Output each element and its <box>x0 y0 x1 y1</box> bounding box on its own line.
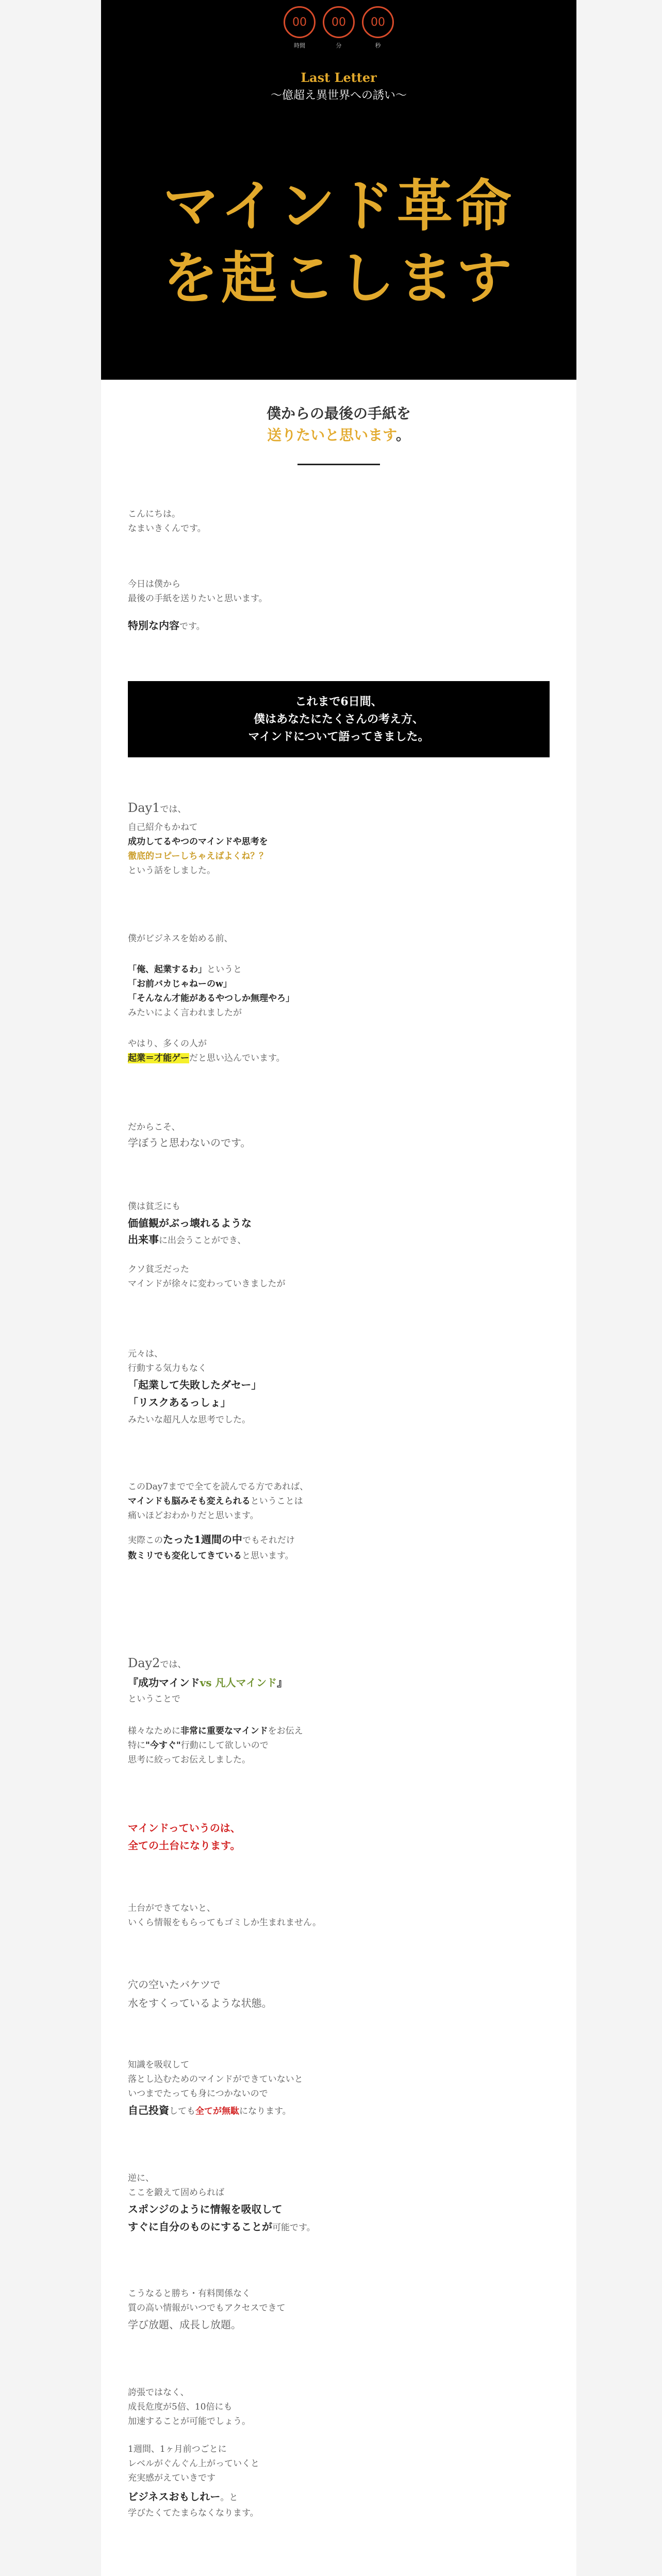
para-line: 質の高い情報がいつでもアクセスできて <box>128 2303 286 2313</box>
para-line: 穴の空いたバケツで <box>128 1978 221 1991</box>
para-line: 逆に、 <box>128 2173 154 2183</box>
timer-minutes-value: 00 <box>323 6 355 38</box>
para-line: 数ミリでも変化してきていると思います。 <box>128 1551 294 1561</box>
para-line: だからこそ、 <box>128 1122 180 1132</box>
para-line: 徹底的コピーしちゃえばよくね？？ <box>128 851 268 861</box>
para-line: 成功してるやつのマインドや思考を <box>128 837 268 847</box>
hero-title-line2: を起こします <box>162 246 515 311</box>
para-line: スポンジのように情報を吸収して <box>128 2203 283 2215</box>
last-letter-label: Last Letter <box>301 70 377 85</box>
timer-seconds-value: 00 <box>362 6 394 38</box>
hero-title <box>101 170 576 314</box>
para-line: クソ貧乏だった <box>128 1264 189 1275</box>
para-line: 加速することが可能でしょう。 <box>128 2416 251 2427</box>
para-line: 1週間、1ヶ月前つごとに <box>128 2444 227 2454</box>
summary-line1: これまで6日間、 <box>295 695 383 708</box>
para-line: 行動する気力もなく <box>128 1363 207 1374</box>
para-line: 「リスクあるっしょ」 <box>128 1396 231 1409</box>
para-line: いくら情報をもらってもゴミしか生まれません。 <box>128 1918 322 1928</box>
para-line: 価値観がぶっ壊れるような <box>128 1217 252 1229</box>
para-line: 最後の手紙を送りたいと思います。 <box>128 594 268 604</box>
para-line: 特に"今すぐ"行動にして欲しいので <box>128 1740 269 1751</box>
para-line: 知識を吸収して <box>128 2060 189 2070</box>
para-line: 充実感がえていきです <box>128 2473 216 2483</box>
para-line: 学び放題、成長し放題。 <box>128 2318 241 2331</box>
para-line: 出来事に出会うことができ、 <box>128 1233 246 1246</box>
timer-seconds <box>362 6 394 49</box>
hero-subtitle: 〜億超え異世界への誘い〜 <box>270 89 407 102</box>
para-line: 痛いほどおわかりだと思います。 <box>128 1511 259 1521</box>
timer-hours <box>284 6 316 49</box>
summary-box <box>128 681 550 757</box>
para-line: こうなると勝ち・有料関係なく <box>128 2289 251 2299</box>
timer-seconds-label: 秒 <box>375 42 381 49</box>
timer-hours-value: 00 <box>284 6 316 38</box>
para-line: 僕は貧乏にも <box>128 1201 180 1212</box>
para-line: 今日は僕から <box>128 579 180 589</box>
para-line: ビジネスおもしれー。と <box>128 2490 238 2503</box>
day2-subheading: 『成功マインドvs 凡人マインド』 <box>128 1676 288 1689</box>
para-line: みたいによく言われましたが <box>128 1008 242 1018</box>
day1-heading: Day1では、 <box>128 801 187 815</box>
para-line: ということで <box>128 1694 180 1704</box>
para-line: という話をしました。 <box>128 866 216 876</box>
day2-heading: Day2では、 <box>128 1656 187 1670</box>
para-line: 成長危度が5倍、10倍にも <box>128 2402 233 2412</box>
para-line: 土台ができてないと、 <box>128 1903 216 1913</box>
summary-line3: マインドについて語ってきました。 <box>248 730 429 743</box>
special-line: 特別な内容です。 <box>128 619 205 632</box>
para-line: 元々は、 <box>128 1349 163 1359</box>
para-line: すぐに自分のものにすることが可能です。 <box>128 2221 316 2233</box>
para-line: マインドが徐々に変わっていきましたが <box>128 1279 286 1289</box>
para-line: レベルがぐんぐん上がっていくと <box>128 2459 259 2469</box>
para-line: 起業＝才能ゲーだと思い込んでいます。 <box>128 1053 285 1063</box>
timer-minutes-label: 分 <box>336 42 342 49</box>
hero-banner <box>101 0 576 380</box>
red-line: 全ての土台になります。 <box>128 1839 241 1852</box>
timer-hours-label: 時間 <box>294 42 305 49</box>
para-line: 自己紹介もかねて <box>128 822 198 833</box>
para-line: 自己投資しても全てが無駄になります。 <box>128 2104 291 2116</box>
para-line: いつまでたっても身につかないので <box>128 2089 268 2099</box>
greeting-line2: なまいきくんです。 <box>128 523 206 534</box>
red-line: マインドっていうのは、 <box>128 1822 241 1834</box>
hero-title-line1: マインド革命 <box>163 174 515 239</box>
intro-heading <box>101 403 576 446</box>
para-line: 実際このたった1週間の中でもそれだけ <box>128 1533 295 1546</box>
summary-line2: 僕はあなたにたくさんの考え方、 <box>253 713 424 726</box>
greeting-line1: こんにちは。 <box>128 509 180 519</box>
letter-page <box>101 0 576 2576</box>
timer-minutes <box>323 6 355 49</box>
para-line: 学ぼうと思わないのです。 <box>128 1137 251 1149</box>
para-line: 様々なために非常に重要なマインドをお伝え <box>128 1726 303 1736</box>
highlight-mark: 起業＝才能ゲー <box>128 1053 189 1063</box>
para-line: 「俺、起業するわ」というと <box>128 964 242 975</box>
para-line: ここを鍛えて固められば <box>128 2188 224 2198</box>
para-line: 水をすくっているような状態。 <box>128 1997 272 2009</box>
para-line: やはり、多くの人が <box>128 1039 207 1049</box>
para-line: 僕がビジネスを始める前、 <box>128 934 233 944</box>
para-line: 誇張ではなく、 <box>128 2387 189 2398</box>
para-line: 「お前バカじゃねーのw」 <box>128 979 232 989</box>
countdown-timer <box>101 6 576 49</box>
para-line: 「起業して失敗したダセー」 <box>128 1379 262 1391</box>
para-line: みたいな超凡人な思考でした。 <box>128 1415 251 1425</box>
para-line: このDay7までで全てを読んでる方であれば、 <box>128 1482 309 1492</box>
para-line: 落とし込むためのマインドができていないと <box>128 2074 303 2084</box>
intro-line1: 僕からの最後の手紙を <box>266 405 411 422</box>
heading-divider <box>297 464 380 465</box>
para-line: 学びたくてたまらなくなります。 <box>128 2508 259 2518</box>
para-line: 「そんなん才能があるやつしか無理やろ」 <box>128 993 294 1004</box>
para-line: 思考に絞ってお伝えしました。 <box>128 1755 251 1765</box>
intro-line2: 送りたいと思います。 <box>267 427 410 444</box>
para-line: マインドも脳みそも変えられるということは <box>128 1496 303 1506</box>
